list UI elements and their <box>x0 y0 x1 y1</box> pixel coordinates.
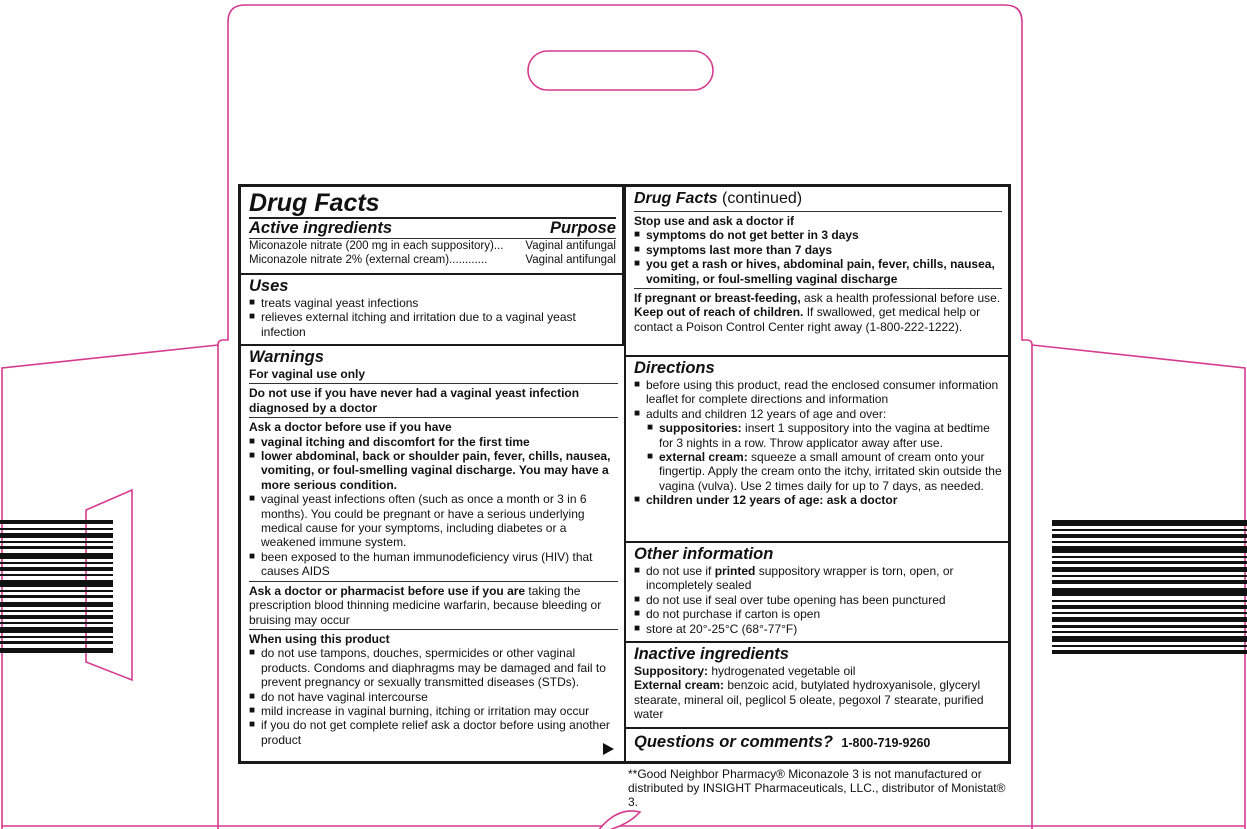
list-item: ■ suppositories: insert 1 suppository into the vagina at bedtime for 3 nights in a row. Throw applicator away after use. <box>634 421 1002 450</box>
barcode-left <box>0 520 113 653</box>
list-item: ■ lower abdominal, back or shoulder pain, fever, chills, nausea, vomiting, or foul-smelling vaginal discharge. You may have a more serious condition. <box>249 449 618 492</box>
list-item: ■ been exposed to the human immunodeficiency virus (HIV) that causes AIDS <box>249 550 618 579</box>
list-item: ■ do not use tampons, douches, spermicides or other vaginal products. Condoms and diaphragms may be damaged and fail to prevent pregnancy or sexually transmitted diseases (STDs). <box>249 646 618 689</box>
directions-heading: Directions <box>634 359 715 377</box>
list-item: ■ do not use if printed suppository wrapper is torn, open, or incompletely sealed <box>634 564 1002 593</box>
ask-pharmacist: Ask a doctor or pharmacist before use if you are taking the prescription blood thinning medicine warfarin, because bleeding or bruising may occur <box>249 583 602 627</box>
list-item: ■ treats vaginal yeast infections <box>249 296 616 310</box>
list-item: ■ do not purchase if carton is open <box>634 607 1002 621</box>
directions-box <box>624 357 1008 543</box>
list-item: ■ relieves external itching and irritation due to a vaginal yeast infection <box>249 310 616 339</box>
list-item: ■ do not have vaginal intercourse <box>249 690 618 704</box>
keep-out-warning: Keep out of reach of children. If swallowed, get medical help or contact a Poison Control Center right away (1-800-222-1222). <box>634 305 981 334</box>
uses-box <box>241 275 624 346</box>
active-ingredients-header <box>249 219 616 238</box>
list-item: ■ children under 12 years of age: ask a doctor <box>634 493 1002 507</box>
cream-inactive: External cream: benzoic acid, butylated hydroxyanisole, glyceryl stearate, mineral oil, peglicol 5 oleate, pegoxol 7 stearate, purified water <box>634 678 984 722</box>
warnings-subhead: For vaginal use only <box>249 367 366 381</box>
questions-box <box>624 729 1008 761</box>
list-item: ■ you get a rash or hives, abdominal pain, fever, chills, nausea, vomiting, or foul-smelling vaginal discharge <box>634 257 1002 286</box>
list-item: ■ external cream: squeeze a small amount of cream onto your fingertip. Apply the cream onto the itchy, irritated skin outside the vagina (vulva). Use 2 times daily for up to 7 days, as needed. <box>634 450 1002 493</box>
inactive-ingredients-heading: Inactive ingredients <box>634 645 789 663</box>
suppository-inactive: Suppository: hydrogenated vegetable oil <box>634 664 856 678</box>
drug-facts-title: Drug Facts <box>249 189 380 217</box>
other-information-box <box>624 543 1008 643</box>
list-item: ■ if you do not get complete relief ask a doctor before using another product <box>249 718 618 747</box>
questions-label: Questions or comments? <box>634 733 833 751</box>
active-ingredients-box <box>241 187 624 275</box>
list-item: ■ symptoms do not get better in 3 days <box>634 228 1002 242</box>
stop-use-heading: Stop use and ask a doctor if <box>634 214 795 228</box>
list-item: ■ symptoms last more than 7 days <box>634 243 1002 257</box>
list-item: ■ vaginal yeast infections often (such as once a month or 3 in 6 months). You could be pregnant or have a serious underlying medical cause for your symptoms, including diabetes or a weakened immune system. <box>249 492 618 550</box>
active-ingredients-heading: Active ingredients <box>249 219 393 237</box>
phone-number: 1-800-719-9260 <box>841 736 931 750</box>
ask-doctor-heading: Ask a doctor before use if you have <box>249 420 452 435</box>
warnings-heading: Warnings <box>249 348 324 366</box>
uses-heading: Uses <box>249 277 289 295</box>
barcode-right <box>1052 520 1247 654</box>
other-information-heading: Other information <box>634 545 774 563</box>
inactive-ingredients-box <box>624 643 1008 729</box>
continued-box <box>624 187 1008 357</box>
continued-title: Drug Facts (continued) <box>634 190 803 207</box>
when-using-heading: When using this product <box>249 631 390 646</box>
ingredient-row: Miconazole nitrate (200 mg in each suppository)... Vaginal antifungal <box>249 240 616 252</box>
list-item: ■ mild increase in vaginal burning, itching or irritation may occur <box>249 704 618 718</box>
footnote: **Good Neighbor Pharmacy® Miconazole 3 is not manufactured or distributed by INSIGHT Pharmaceuticals, LLC., distributor of Monistat® 3. <box>628 767 1006 810</box>
pregnant-warning: If pregnant or breast-feeding, ask a health professional before use. <box>634 291 1001 306</box>
list-item: ■ vaginal itching and discomfort for the first time <box>249 435 618 449</box>
list-item: ■ adults and children 12 years of age and over: <box>634 407 1002 421</box>
continue-arrow-icon <box>603 743 614 755</box>
list-item: ■ before using this product, read the enclosed consumer information leaflet for complete directions and information <box>634 378 1002 407</box>
purpose-heading: Purpose <box>549 219 616 237</box>
list-item: ■ do not use if seal over tube opening has been punctured <box>634 593 1002 607</box>
warnings-box <box>241 346 624 761</box>
list-item: ■ store at 20°-25°C (68°-77°F) <box>634 622 1002 636</box>
do-not-use: Do not use if you have never had a vaginal yeast infection diagnosed by a doctor <box>249 386 580 415</box>
ingredient-row: Miconazole nitrate 2% (external cream)............ Vaginal antifungal <box>249 254 616 267</box>
